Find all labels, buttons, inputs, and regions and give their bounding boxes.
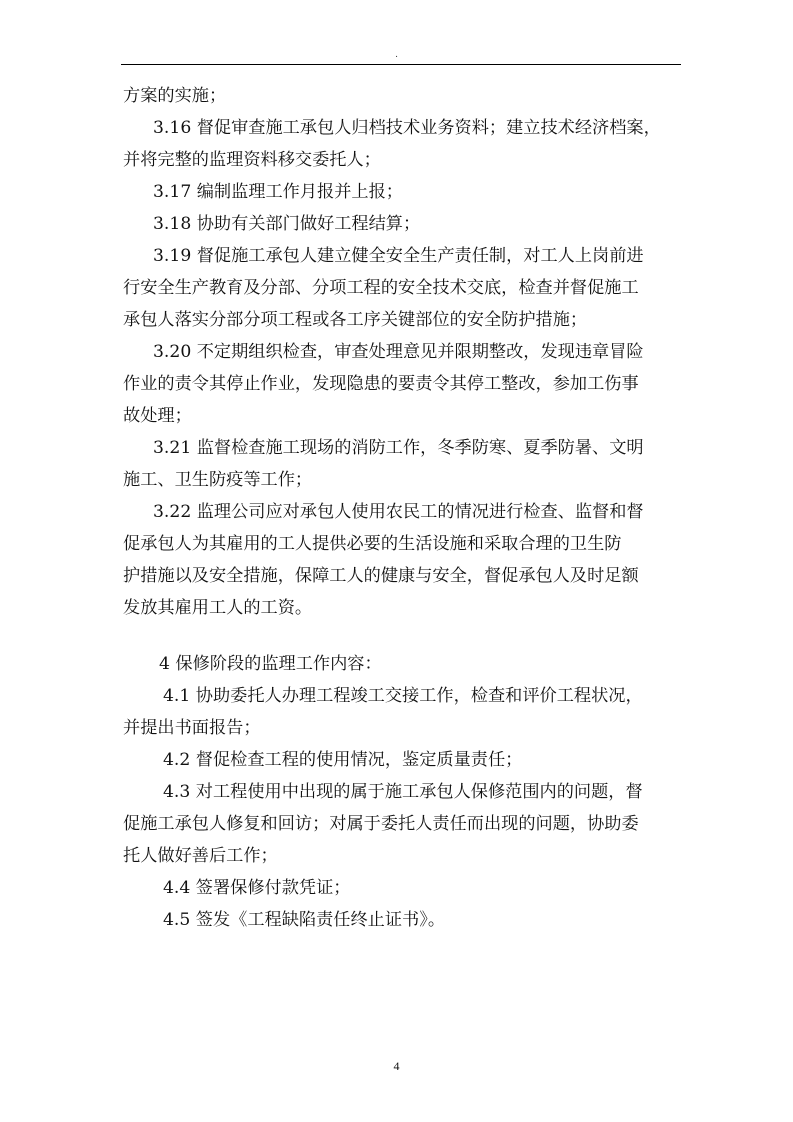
text-line: 托人做好善后工作；	[123, 846, 278, 866]
header-mark: .	[395, 50, 398, 60]
text-line: 并将完整的监理资料移交委托人；	[123, 150, 381, 170]
text-line: 护措施以及安全措施，保障工人的健康与安全，督促承包人及时足额	[123, 566, 639, 586]
item-3-19: 3.19 督促施工承包人建立健全安全生产责任制，对工人上岗前进	[153, 246, 644, 266]
item-3-21: 3.21 监督检查施工现场的消防工作，冬季防寒、夏季防暑、文明	[153, 438, 644, 458]
item-3-22: 3.22 监理公司应对承包人使用农民工的情况进行检查、监督和督	[153, 502, 644, 522]
document-body	[123, 80, 683, 936]
page-number: 4	[393, 1059, 400, 1073]
item-4-1: 4.1 协助委托人办理工程竣工交接工作，检查和评价工程状况，	[163, 686, 643, 706]
item-4-2: 4.2 督促检查工程的使用情况，鉴定质量责任；	[163, 750, 523, 770]
text-line: 行安全生产教育及分部、分项工程的安全技术交底，检查并督促施工	[123, 278, 639, 298]
item-4-3: 4.3 对工程使用中出现的属于施工承包人保修范围内的问题，督	[163, 782, 643, 802]
text-line: 促施工承包人修复和回访；对属于委托人责任而出现的问题，协助委	[123, 814, 639, 834]
item-4-5: 4.5 签发《工程缺陷责任终止证书》。	[163, 910, 446, 930]
text-line: 故处理；	[123, 406, 192, 426]
text-line: 发放其雇用工人的工资。	[123, 598, 313, 618]
item-3-18: 3.18 协助有关部门做好工程结算；	[153, 214, 421, 234]
text-line: 施工、卫生防疫等工作；	[123, 470, 313, 490]
text-line: 承包人落实分部分项工程或各工序关键部位的安全防护措施；	[123, 310, 588, 330]
text-line: 方案的实施；	[123, 86, 227, 106]
header-rule	[121, 64, 681, 65]
item-3-16: 3.16 督促审查施工承包人归档技术业务资料；建立技术经济档案，	[153, 118, 661, 138]
text-line: 并提出书面报告；	[123, 718, 261, 738]
text-line: 促承包人为其雇用的工人提供必要的生活设施和采取合理的卫生防	[123, 534, 622, 554]
text-line: 作业的责令其停止作业，发现隐患的要责令其停工整改，参加工伤事	[123, 374, 639, 394]
item-4-4: 4.4 签署保修付款凭证；	[163, 878, 351, 898]
item-3-17: 3.17 编制监理工作月报并上报；	[153, 182, 403, 202]
paragraph-gap	[123, 624, 683, 648]
section-heading: 4 保修阶段的监理工作内容：	[159, 654, 382, 674]
item-3-20: 3.20 不定期组织检查，审查处理意见并限期整改，发现违章冒险	[153, 342, 644, 362]
